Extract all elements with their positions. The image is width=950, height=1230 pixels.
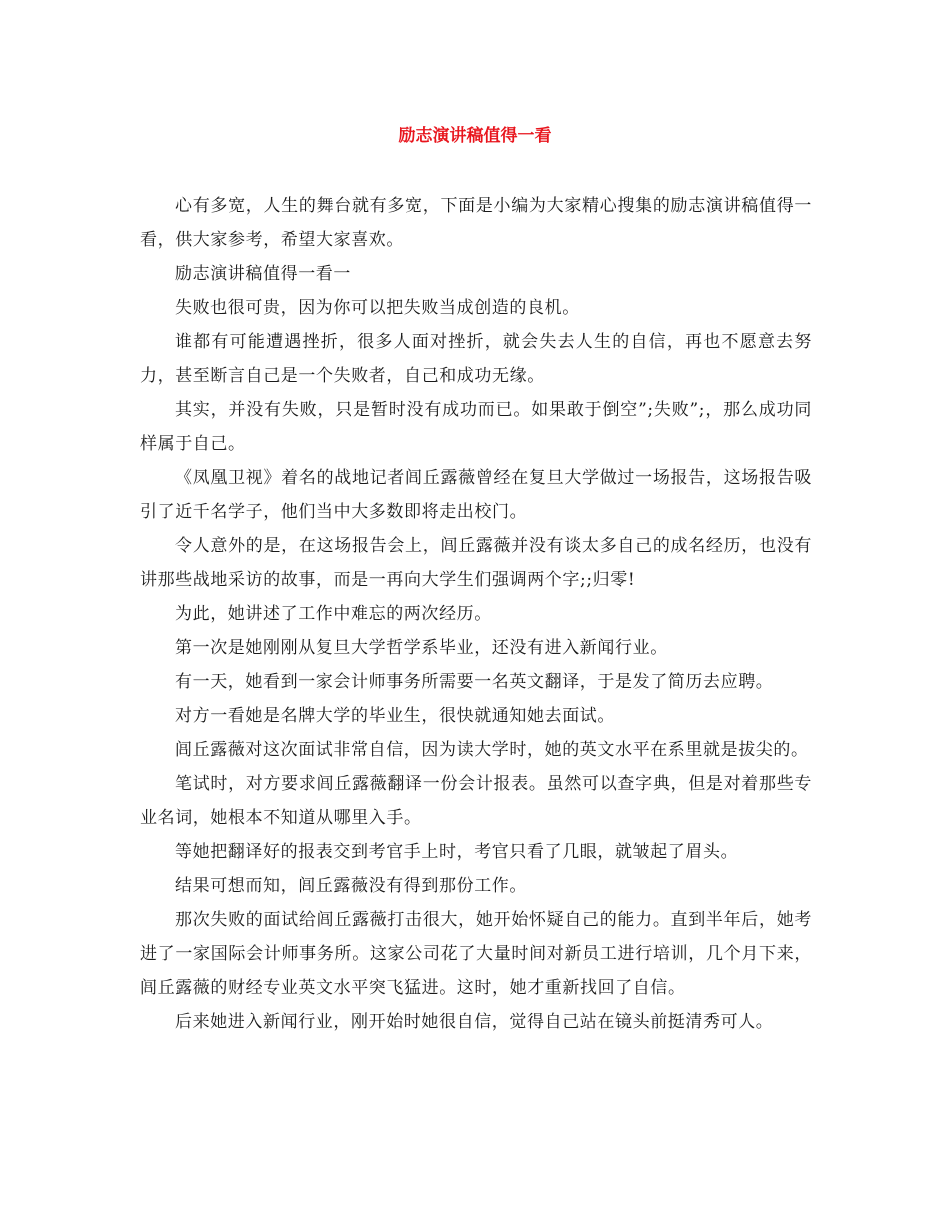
paragraph: 结果可想而知，闾丘露薇没有得到那份工作。 [175, 876, 527, 896]
paragraph: 为此，她讲述了工作中难忘的两次经历。 [175, 604, 492, 624]
paragraph: 谁都有可能遭遇挫折，很多人面对挫折，就会失去人生的自信，再也不愿意去努力，甚至断言自己是一个失败者，自己和成功无缘。 [140, 332, 812, 386]
paragraph: 等她把翻译好的报表交到考官手上时，考官只看了几眼，就皱起了眉头。 [175, 842, 739, 862]
paragraph: 对方一看她是名牌大学的毕业生，很快就通知她去面试。 [175, 706, 615, 726]
paragraph: 失败也很可贵，因为你可以把失败当成创造的良机。 [175, 298, 580, 318]
paragraph: 笔试时，对方要求闾丘露薇翻译一份会计报表。虽然可以查字典，但是对着那些专业名词，她根本不知道从哪里入手。 [140, 774, 812, 828]
paragraph: 《凤凰卫视》着名的战地记者闾丘露薇曾经在复旦大学做过一场报告，这场报告吸引了近千名学子，他们当中大多数即将走出校门。 [140, 468, 812, 522]
paragraph: 闾丘露薇对这次面试非常自信，因为读大学时，她的英文水平在系里就是拔尖的。 [175, 740, 809, 760]
paragraph: 有一天，她看到一家会计师事务所需要一名英文翻译，于是发了简历去应聘。 [175, 672, 774, 692]
section-heading: 励志演讲稿值得一看一 [175, 264, 351, 284]
document-title: 励志演讲稿值得一看 [398, 126, 552, 146]
paragraph: 后来她进入新闻行业，刚开始时她很自信，觉得自己站在镜头前挺清秀可人。 [175, 1012, 774, 1032]
paragraph: 令人意外的是，在这场报告会上，闾丘露薇并没有谈太多自己的成名经历，也没有讲那些战地采访的故事，而是一再向大学生们强调两个字;;归零! [140, 536, 812, 590]
paragraph: 其实，并没有失败，只是暂时没有成功而已。如果敢于倒空”;失败”;，那么成功同样属于自己。 [140, 400, 812, 454]
paragraph: 第一次是她刚刚从复旦大学哲学系毕业，还没有进入新闻行业。 [175, 638, 668, 658]
paragraph: 心有多宽，人生的舞台就有多宽，下面是小编为大家精心搜集的励志演讲稿值得一看，供大家参考，希望大家喜欢。 [140, 196, 812, 250]
document-body [140, 189, 812, 1039]
paragraph: 那次失败的面试给闾丘露薇打击很大，她开始怀疑自己的能力。直到半年后，她考进了一家国际会计师事务所。这家公司花了大量时间对新员工进行培训，几个月下来，闾丘露薇的财经专业英文水平突飞猛进。这时，她才重新找回了自信。 [140, 910, 812, 998]
